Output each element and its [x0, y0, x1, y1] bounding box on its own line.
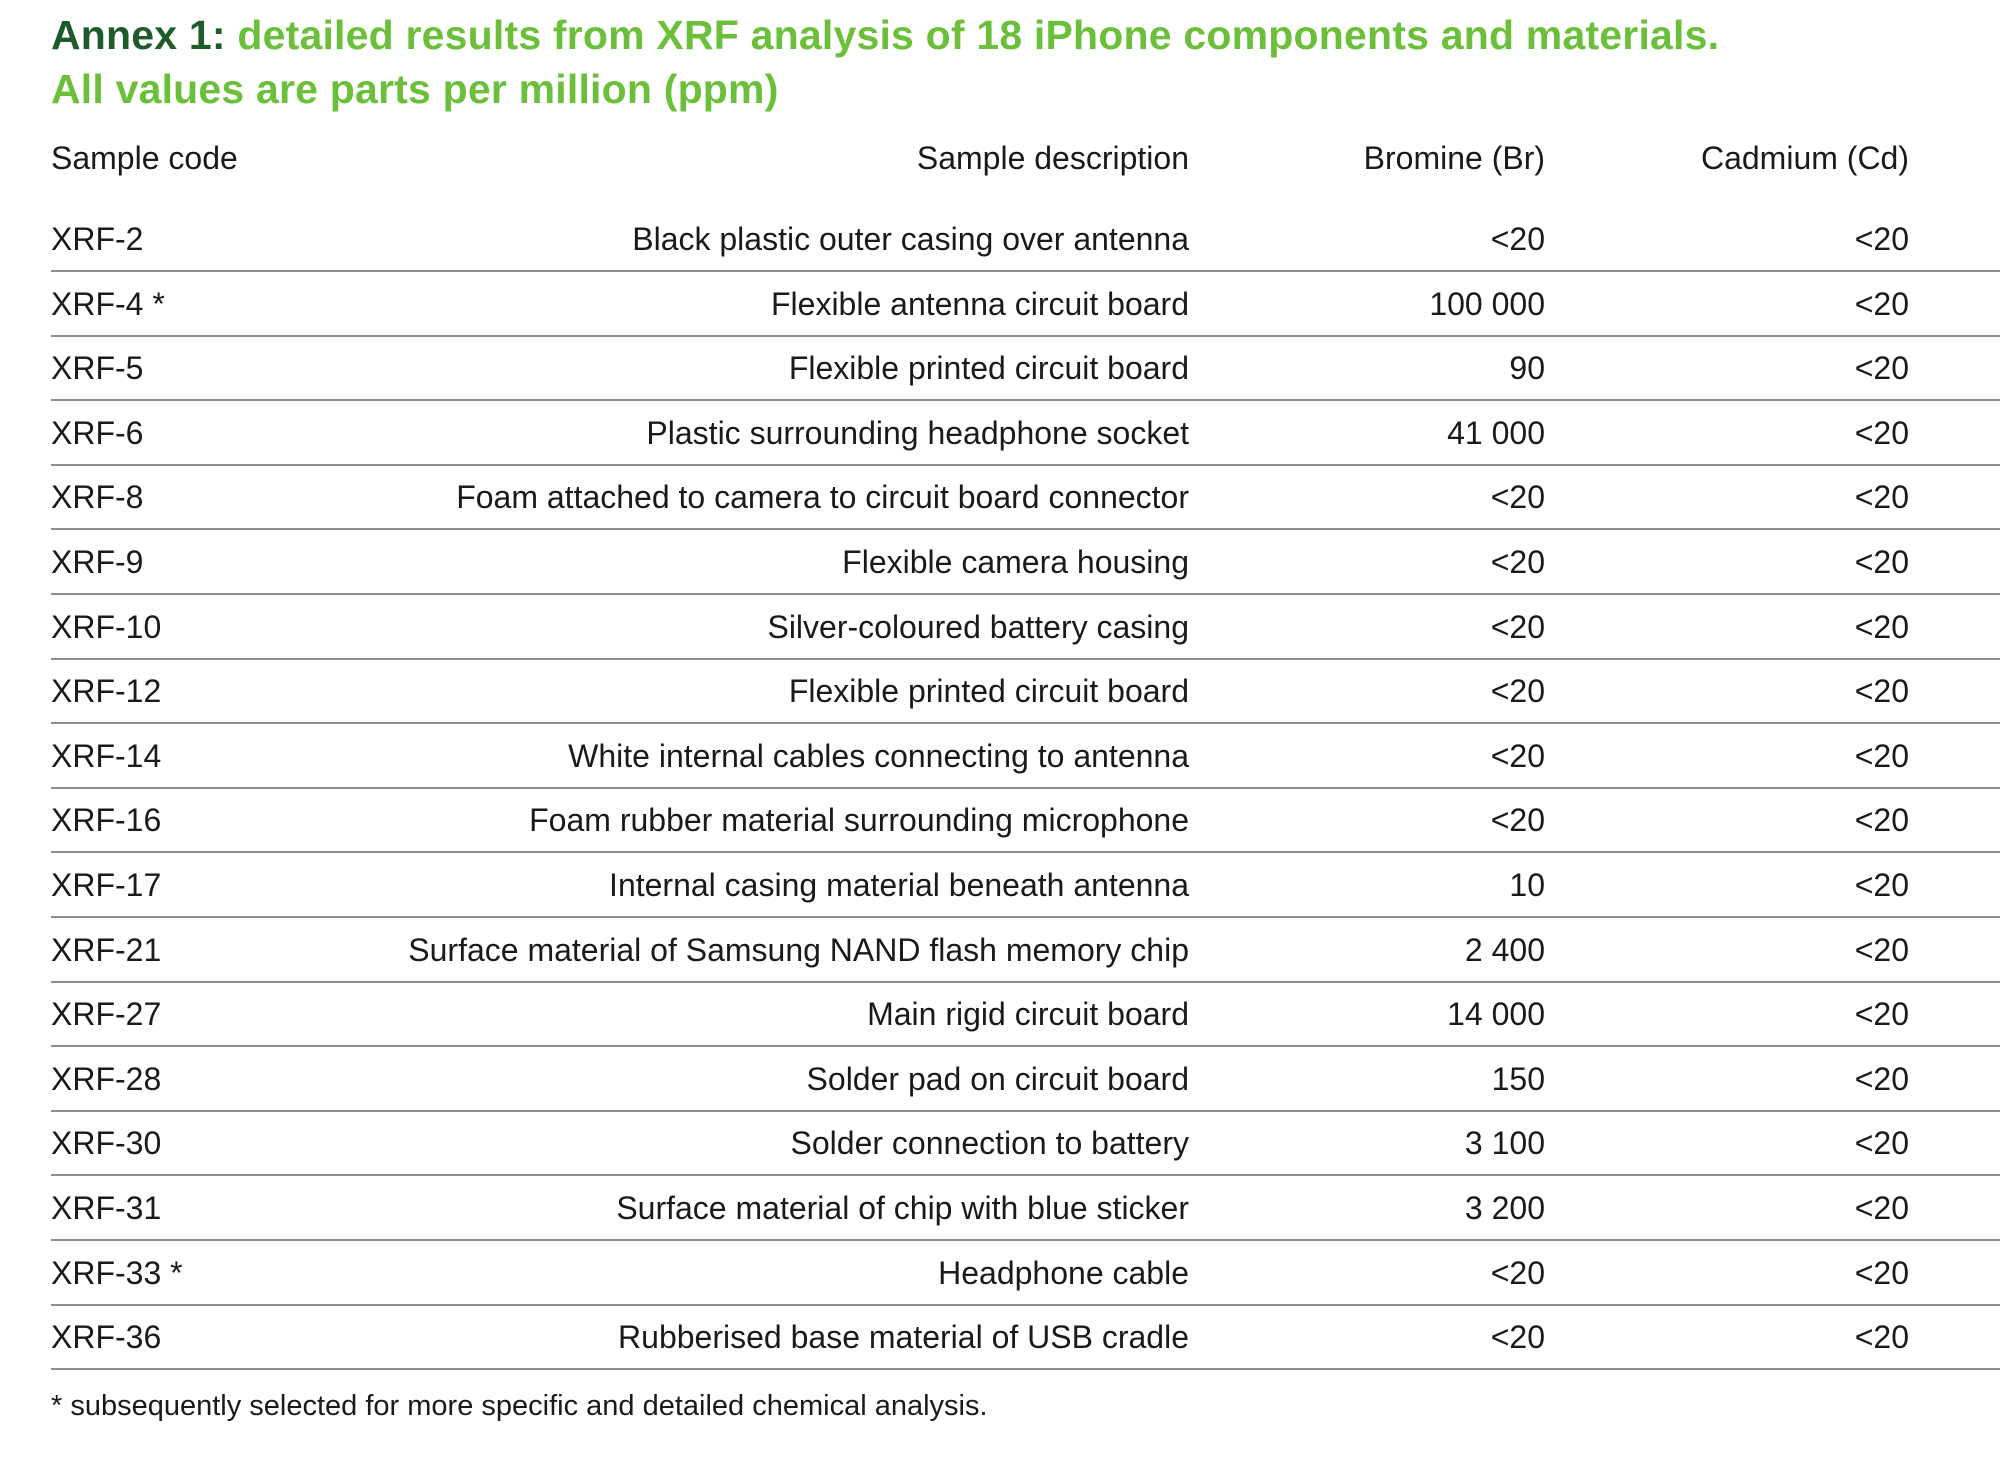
cell-sample-code: XRF-10 [51, 609, 162, 645]
cell-cadmium: <20 [1854, 1190, 1909, 1226]
cell-sample-description: Plastic surrounding headphone socket [646, 415, 1189, 451]
page-title [51, 8, 1719, 116]
footnote: * subsequently selected for more specific and detailed chemical analysis. [51, 1390, 988, 1422]
title-annex-label: Annex 1: [51, 12, 226, 58]
cell-sample-code: XRF-17 [51, 867, 162, 903]
cell-sample-code: XRF-16 [51, 802, 162, 838]
table-row [51, 466, 2000, 530]
table-row [51, 1306, 2000, 1370]
cell-bromine: <20 [1490, 609, 1545, 645]
cell-sample-description: White internal cables connecting to antenna [568, 738, 1189, 774]
cell-bromine: <20 [1490, 544, 1545, 580]
cell-bromine: 41 000 [1447, 415, 1545, 451]
table-row [51, 273, 2000, 337]
cell-cadmium: <20 [1854, 1319, 1909, 1355]
row-divider [51, 1045, 2000, 1047]
cell-sample-code: XRF-27 [51, 996, 162, 1032]
cell-cadmium: <20 [1854, 1061, 1909, 1097]
cell-cadmium: <20 [1854, 996, 1909, 1032]
cell-bromine: <20 [1490, 673, 1545, 709]
table-row [51, 789, 2000, 853]
cell-sample-code: XRF-6 [51, 415, 144, 451]
cell-bromine: <20 [1490, 221, 1545, 257]
row-divider [51, 851, 2000, 853]
table-row [51, 208, 2000, 272]
cell-cadmium: <20 [1854, 286, 1909, 322]
cell-sample-code: XRF-8 [51, 479, 144, 515]
title-line-2: All values are parts per million (ppm) [51, 66, 779, 112]
table-row [51, 1177, 2000, 1241]
cell-cadmium: <20 [1854, 738, 1909, 774]
cell-cadmium: <20 [1854, 1255, 1909, 1291]
row-divider [51, 270, 2000, 272]
cell-bromine: 14 000 [1447, 996, 1545, 1032]
cell-sample-description: Foam attached to camera to circuit board connector [456, 479, 1189, 515]
cell-sample-code: XRF-21 [51, 932, 162, 968]
cell-bromine: <20 [1490, 479, 1545, 515]
cell-sample-description: Main rigid circuit board [867, 996, 1189, 1032]
cell-sample-code: XRF-36 [51, 1319, 162, 1355]
table-row [51, 1048, 2000, 1112]
row-divider [51, 916, 2000, 918]
cell-sample-description: Surface material of Samsung NAND flash memory chip [408, 932, 1189, 968]
cell-cadmium: <20 [1854, 415, 1909, 451]
cell-bromine: <20 [1490, 738, 1545, 774]
table-row [51, 854, 2000, 918]
cell-sample-description: Flexible printed circuit board [788, 350, 1189, 386]
header-sample-code: Sample code [51, 140, 238, 176]
cell-sample-code: XRF-33 * [51, 1255, 183, 1291]
cell-bromine: <20 [1490, 802, 1545, 838]
row-divider [51, 722, 2000, 724]
header-bromine: Bromine (Br) [1363, 140, 1545, 176]
cell-sample-description: Silver-coloured battery casing [767, 609, 1189, 645]
cell-cadmium: <20 [1854, 350, 1909, 386]
cell-sample-code: XRF-9 [51, 544, 144, 580]
cell-bromine: 90 [1509, 350, 1545, 386]
cell-bromine: 2 400 [1464, 932, 1545, 968]
cell-bromine: 3 200 [1464, 1190, 1545, 1226]
cell-sample-description: Solder pad on circuit board [806, 1061, 1189, 1097]
cell-cadmium: <20 [1854, 802, 1909, 838]
cell-sample-description: Surface material of chip with blue sticker [616, 1190, 1189, 1226]
cell-sample-description: Rubberised base material of USB cradle [618, 1319, 1189, 1355]
cell-cadmium: <20 [1854, 221, 1909, 257]
cell-sample-code: XRF-14 [51, 738, 162, 774]
cell-sample-description: Solder connection to battery [790, 1125, 1189, 1161]
table-row [51, 725, 2000, 789]
table-row [51, 337, 2000, 401]
cell-bromine: <20 [1490, 1255, 1545, 1291]
table-row [51, 919, 2000, 983]
cell-sample-description: Foam rubber material surrounding microphone [529, 802, 1189, 838]
cell-cadmium: <20 [1854, 479, 1909, 515]
cell-cadmium: <20 [1854, 673, 1909, 709]
table-row [51, 596, 2000, 660]
title-line-1 [51, 8, 1719, 62]
cell-bromine: 10 [1509, 867, 1545, 903]
table-row [51, 402, 2000, 466]
row-divider [51, 1368, 2000, 1370]
cell-sample-code: XRF-5 [51, 350, 144, 386]
table-row [51, 983, 2000, 1047]
cell-cadmium: <20 [1854, 609, 1909, 645]
row-divider [51, 1239, 2000, 1241]
row-divider [51, 528, 2000, 530]
cell-sample-description: Flexible camera housing [842, 544, 1189, 580]
cell-bromine: 150 [1491, 1061, 1545, 1097]
header-cadmium: Cadmium (Cd) [1700, 140, 1909, 176]
cell-bromine: 3 100 [1464, 1125, 1545, 1161]
title-description: detailed results from XRF analysis of 18 iPhone components and materials. [237, 12, 1720, 58]
cell-sample-code: XRF-31 [51, 1190, 162, 1226]
row-divider [51, 1174, 2000, 1176]
cell-sample-code: XRF-30 [51, 1125, 162, 1161]
cell-bromine: <20 [1490, 1319, 1545, 1355]
cell-cadmium: <20 [1854, 867, 1909, 903]
cell-sample-description: Black plastic outer casing over antenna [632, 221, 1189, 257]
table-row [51, 1242, 2000, 1306]
cell-sample-description: Headphone cable [938, 1255, 1189, 1291]
row-divider [51, 399, 2000, 401]
cell-cadmium: <20 [1854, 544, 1909, 580]
cell-sample-code: XRF-4 * [51, 286, 165, 322]
cell-sample-code: XRF-2 [51, 221, 144, 257]
cell-cadmium: <20 [1854, 1125, 1909, 1161]
table-row [51, 531, 2000, 595]
cell-sample-description: Flexible antenna circuit board [770, 286, 1189, 322]
row-divider [51, 593, 2000, 595]
header-sample-description: Sample description [916, 140, 1189, 176]
cell-bromine: 100 000 [1429, 286, 1545, 322]
cell-cadmium: <20 [1854, 932, 1909, 968]
cell-sample-code: XRF-12 [51, 673, 162, 709]
table-row [51, 660, 2000, 724]
table-row [51, 1112, 2000, 1176]
cell-sample-code: XRF-28 [51, 1061, 162, 1097]
cell-sample-description: Flexible printed circuit board [788, 673, 1189, 709]
cell-sample-description: Internal casing material beneath antenna [609, 867, 1189, 903]
